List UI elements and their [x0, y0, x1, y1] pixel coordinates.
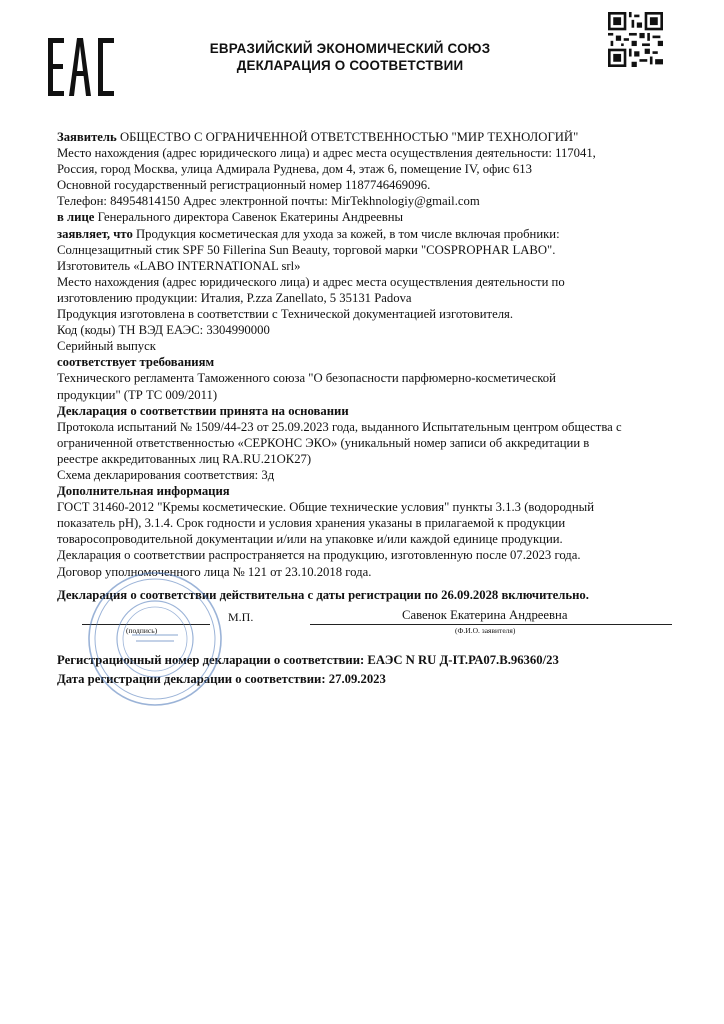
serial-release: Серийный выпуск: [57, 339, 156, 354]
manufacturer: Изготовитель «LABO INTERNATIONAL srl»: [57, 258, 301, 273]
additional-5: Договор уполномоченного лица № 121 от 23.10.2018 года.: [57, 564, 372, 579]
additional-2: показатель pH), 3.1.4. Срок годности и условия хранения указаны в прилагаемой к продукции: [57, 516, 566, 531]
manufacturer-address-1: Место нахождения (адрес юридического лица) и адрес места осуществления деятельности по: [57, 274, 565, 289]
applicant-name: ОБЩЕСТВО С ОГРАНИЧЕННОЙ ОТВЕТСТВЕННОСТЬЮ "МИР ТЕХНОЛОГИЙ": [116, 130, 579, 144]
applicant-contacts: Телефон: 84954814150 Адрес электронной почты: MirTekhnologiy@gmail.com: [57, 194, 480, 209]
declares-line: [57, 226, 677, 242]
tnved-code: Код (коды) ТН ВЭД ЕАЭС: 3304990000: [57, 323, 270, 338]
applicant-ogrn: Основной государственный регистрационный номер 1187746469096.: [57, 178, 431, 193]
applicant-line: [57, 129, 677, 145]
header-union-title: ЕВРАЗИЙСКИЙ ЭКОНОМИЧЕСКИЙ СОЮЗ: [209, 41, 491, 56]
regulation-2: продукции" (ТР ТС 009/2011): [57, 387, 218, 402]
header-declaration-title: ДЕКЛАРАЦИЯ О СООТВЕТСТВИИ: [236, 58, 464, 73]
qr-code-icon: [608, 12, 663, 67]
person-name: Генерального директора Савенок Екатерины Андреевны: [94, 210, 404, 225]
applicant-address-2: Россия, город Москва, улица Адмирала Руднева, дом 4, этаж 6, помещение IV, офис 613: [57, 162, 532, 177]
manufacturer-address-2: изготовлению продукции: Италия, P.zza Zanellato, 5 35131 Padova: [57, 290, 412, 305]
basis-1: Протокола испытаний № 1509/44-23 от 25.09.2023 года, выданного Испытательным центром общества с: [57, 419, 622, 434]
signature-caption: (подпись): [126, 626, 158, 635]
basis-2: ограниченной ответственностью «СЕРКОНС ЭКО» (уникальный номер записи об аккредитации в: [57, 435, 590, 450]
basis-3: реестре аккредитованных лиц RA.RU.21ОК27): [57, 451, 312, 466]
regulation-1: Технического регламента Таможенного союза "О безопасности парфюмерно-косметической: [57, 371, 556, 386]
eac-mark-icon: [48, 38, 118, 96]
name-line: [310, 624, 672, 625]
signer-name: Савенок Екатерина Андреевна: [402, 608, 568, 622]
declaration-body: [57, 129, 677, 580]
additional-label: Дополнительная информация: [57, 484, 230, 499]
additional-3: товаросопроводительной документации и/или на упаковке и/или каждой единице продукции.: [57, 532, 563, 547]
person-label: в лице: [57, 210, 95, 225]
declaration-scheme: Схема декларирования соответствия: 3д: [57, 467, 275, 482]
applicant-label: Заявитель: [57, 130, 117, 144]
declares-text: Продукция косметическая для ухода за кожей, в том числе включая пробники:: [132, 226, 560, 241]
applicant-address-1: Место нахождения (адрес юридического лица) и адрес места осуществления деятельности: 117041,: [57, 146, 596, 161]
name-caption: (Ф.И.О. заявителя): [455, 626, 516, 635]
additional-4: Декларация о соответствии распространяется на продукцию, изготовленную после 07.2023 года.: [57, 548, 581, 563]
validity-statement: Декларация о соответствии действительна с даты регистрации по 26.09.2028 включительно.: [57, 588, 589, 602]
registration-date: Дата регистрации декларации о соответствии: 27.09.2023: [57, 672, 386, 686]
complies-label: соответствует требованиям: [57, 355, 215, 370]
registration-number: Регистрационный номер декларации о соответствии: ЕАЭС N RU Д-IT.РА07.В.96360/23: [57, 653, 559, 667]
seal-place-label: М.П.: [228, 610, 254, 624]
product-name: Солнцезащитный стик SPF 50 Fillerina Sun Beauty, торговой марки "COSPROPHAR LABO".: [57, 242, 556, 257]
document-header: [150, 40, 550, 74]
produced-note: Продукция изготовлена в соответствии с Технической документацией изготовителя.: [57, 307, 514, 322]
declares-label: заявляет, что: [57, 226, 133, 241]
signature-line: [82, 624, 210, 625]
additional-1: ГОСТ 31460-2012 "Кремы косметические. Общие технические условия" пункты 3.1.3 (водородный: [57, 500, 594, 515]
basis-label: Декларация о соответствии принята на основании: [57, 403, 349, 418]
applicant-person: [57, 209, 677, 225]
